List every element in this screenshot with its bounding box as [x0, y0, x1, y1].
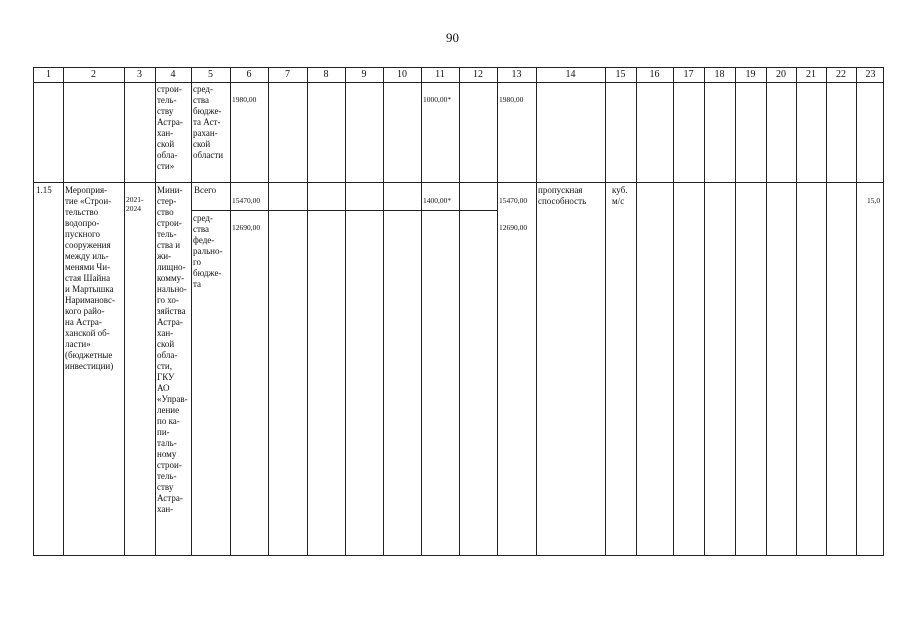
col-header-1: 1 [46, 69, 51, 80]
col-header-3: 3 [137, 69, 142, 80]
col-header-18: 18 [714, 69, 725, 80]
column-divider [155, 68, 156, 555]
col-header-19: 19 [745, 69, 756, 80]
col-header-2: 2 [91, 69, 96, 80]
column-divider [636, 68, 637, 555]
column-divider [766, 68, 767, 555]
row-b-col15-unit: куб. м/с [612, 185, 628, 206]
row-b-col6-total: 15470,00 [232, 196, 261, 205]
col-header-12: 12 [473, 69, 483, 80]
row-a-col11-value: 1000,00* [423, 95, 452, 104]
row-a-col4: строи- тель- ству Астра- хан- ской обла- сти» [157, 84, 183, 171]
row-a-col13-value: 1980,00 [499, 95, 524, 104]
row-a-col6-value: 1980,00 [232, 95, 257, 104]
col-header-6: 6 [246, 69, 252, 80]
col-header-20: 20 [776, 69, 786, 80]
row-b-col6-federal: 12690,00 [232, 223, 261, 232]
col-header-7: 7 [285, 69, 290, 80]
row-b-col1-number: 1.15 [36, 185, 52, 195]
column-divider [704, 68, 705, 555]
row-b-col5-federal-label: сред- ства феде- рально- го бюдже- та [193, 213, 223, 289]
col-header-5: 5 [208, 69, 213, 80]
column-divider [735, 68, 736, 555]
row-b-col2-description: Мероприя- тие «Строи- тельство водопро- пускного сооружения между иль- менями Чи- стая Шайна и Мартышка Наримановс- кого райо- на Астра- ханской об- ласти» (бюджетные инвестиции) [65, 185, 115, 371]
col-header-11: 11 [435, 69, 445, 80]
col-header-17: 17 [683, 69, 694, 80]
column-divider [191, 68, 192, 555]
col-header-8: 8 [323, 69, 329, 80]
row-b-col23-value: 15,0 [867, 196, 881, 205]
column-divider [345, 68, 346, 555]
row-b-col3-period: 2021- 2024 [126, 195, 144, 213]
data-table [33, 67, 884, 556]
column-divider [307, 68, 308, 555]
col-header-21: 21 [806, 69, 816, 80]
col-header-13: 13 [511, 69, 522, 80]
col-header-9: 9 [361, 69, 367, 80]
column-divider [796, 68, 797, 555]
subrow-divider [191, 210, 497, 211]
column-divider [826, 68, 827, 555]
col-header-16: 16 [649, 69, 660, 80]
row-b-col13-total: 15470,00 [499, 196, 528, 205]
column-divider [63, 68, 64, 555]
column-divider [497, 68, 498, 555]
row-b-col14-indicator: пропускная способность [538, 185, 587, 206]
page-number: 90 [446, 30, 459, 45]
col-header-22: 22 [836, 69, 846, 80]
column-divider [124, 68, 125, 555]
row-b-col4-executor: Мини- стер- ство строи- тель- ства и жи- лищно- комму- нально- го хо- зяйства Астра- хан- ской обла- сти, ГКУ АО «Управ- ление по ка- пи- таль- ному строи- тель- ству Астра- хан- [157, 185, 188, 514]
col-header-15: 15 [615, 69, 626, 80]
column-divider [673, 68, 674, 555]
column-divider [856, 68, 857, 555]
col-header-14: 14 [565, 69, 576, 80]
col-header-10: 10 [397, 69, 407, 80]
column-divider [459, 68, 460, 555]
col-header-23: 23 [865, 69, 876, 80]
column-divider [383, 68, 384, 555]
column-divider [268, 68, 269, 555]
row-b-col13-federal: 12690,00 [499, 223, 528, 232]
column-divider [536, 68, 537, 555]
col-header-4: 4 [170, 69, 176, 80]
row-divider [34, 182, 883, 183]
column-divider [230, 68, 231, 555]
row-b-col5-total-label: Всего [194, 185, 217, 195]
column-divider [605, 68, 606, 555]
column-divider [421, 68, 422, 555]
row-b-col11-total: 1400,00* [423, 196, 452, 205]
row-a-col5: сред- ства бюдже- та Аст- рахан- ской области [193, 84, 224, 160]
